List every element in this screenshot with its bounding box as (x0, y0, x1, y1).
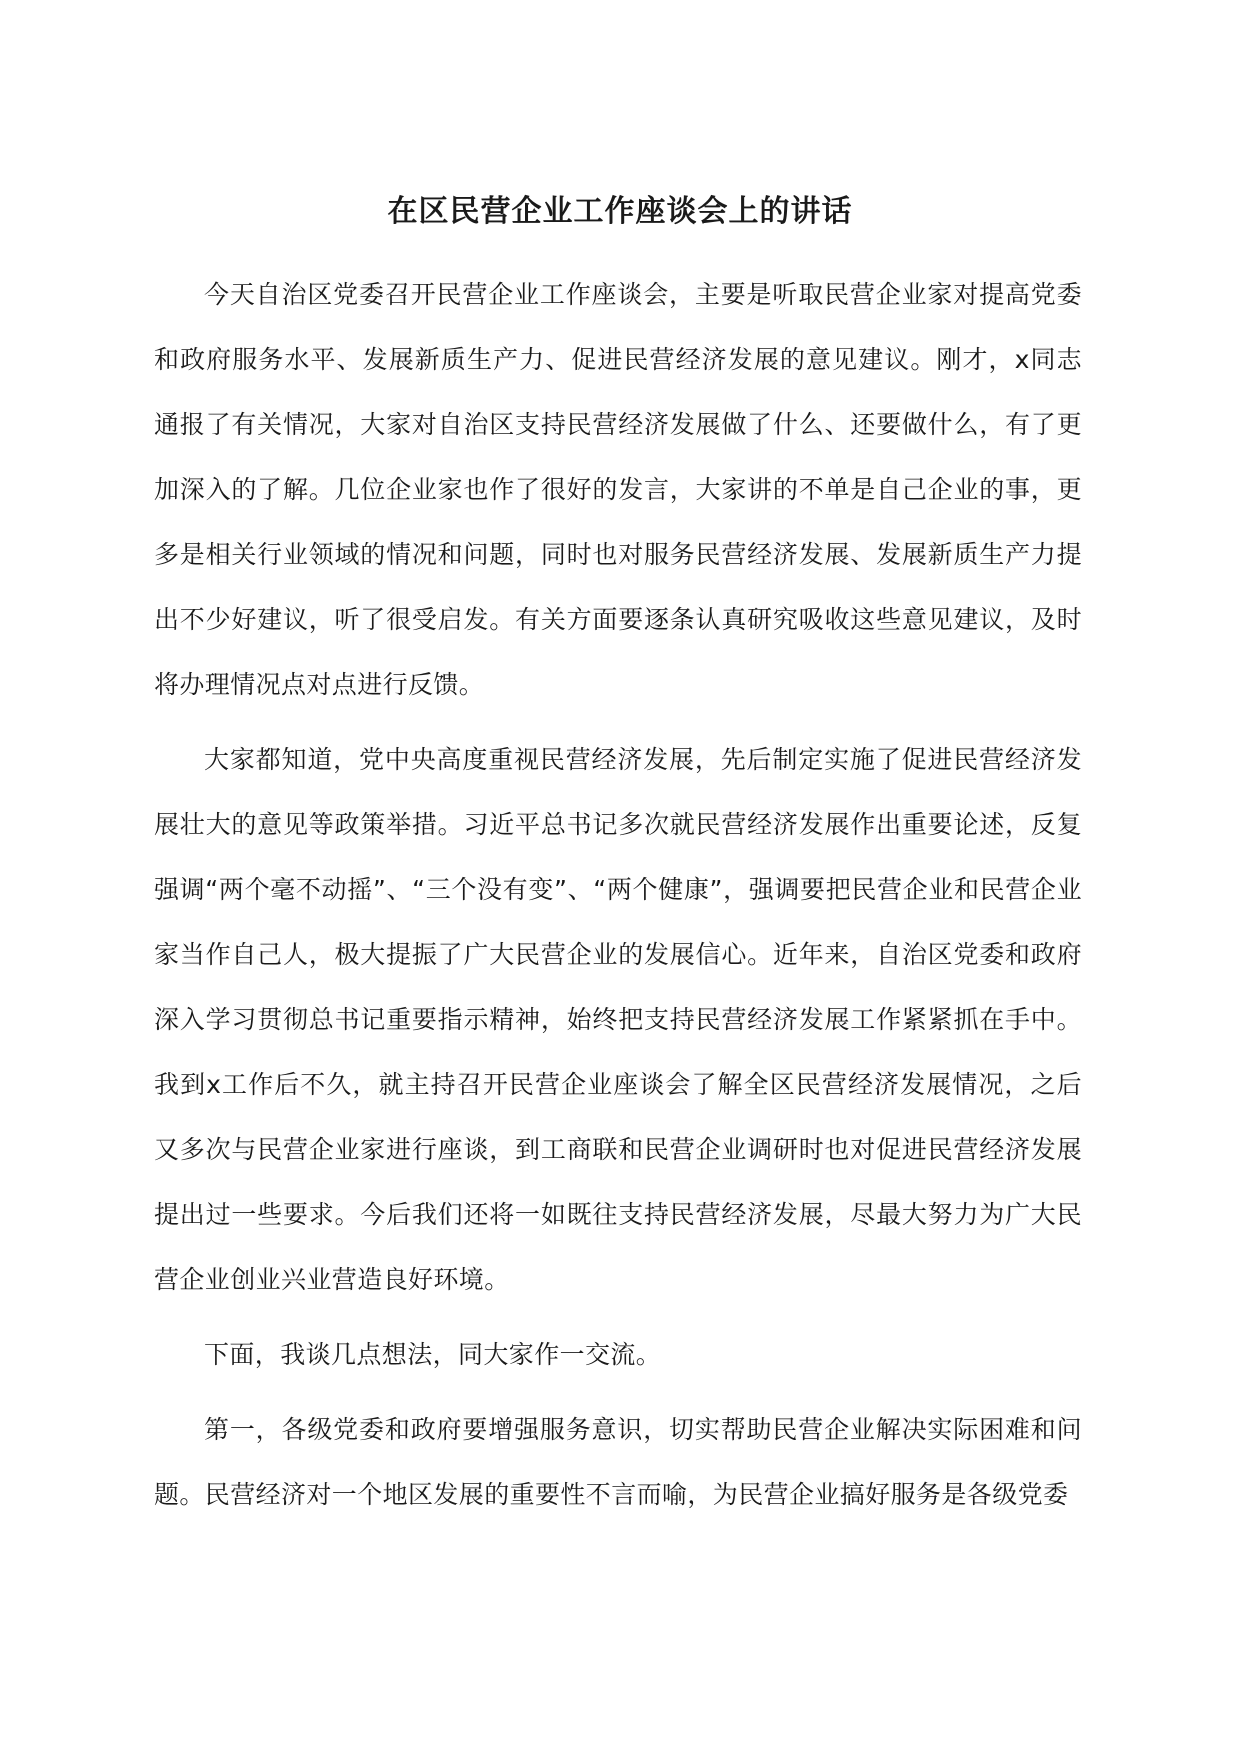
paragraph-3: 下面，我谈几点想法，同大家作一交流。 (204, 1340, 662, 1369)
document-body (154, 262, 1082, 1537)
paragraph-4: 第一，各级党委和政府要增强服务意识，切实帮助民营企业解决实际困难和问题。民营经济对一个地区发展的重要性不言而喻，为民营企业搞好服务是各级党委 (154, 1415, 1082, 1509)
document-title: 在区民营企业工作座谈会上的讲话 (387, 194, 853, 229)
paragraph-2: 大家都知道，党中央高度重视民营经济发展，先后制定实施了促进民营经济发展壮大的意见等政策举措。习近平总书记多次就民营经济发展作出重要论述，反复强调“两个毫不动摇”、“三个没有变”、“两个健康”，强调要把民营企业和民营企业家当作自己人，极大提振了广大民营企业的发展信心。近年来，自治区党委和政府深入学习贯彻总书记重要指示精神，始终把支持民营经济发展工作紧紧抓在手中。我到x工作后不久，就主持召开民营企业座谈会了解全区民营经济发展情况，之后又多次与民营企业家进行座谈，到工商联和民营企业调研时也对促进民营经济发展提出过一些要求。今后我们还将一如既往支持民营经济发展，尽最大努力为广大民营企业创业兴业营造良好环境。 (154, 745, 1082, 1294)
paragraph-1: 今天自治区党委召开民营企业工作座谈会，主要是听取民营企业家对提高党委和政府服务水平、发展新质生产力、促进民营经济发展的意见建议。刚才，x同志通报了有关情况，大家对自治区支持民营经济发展做了什么、还要做什么，有了更加深入的了解。几位企业家也作了很好的发言，大家讲的不单是自己企业的事，更多是相关行业领域的情况和问题，同时也对服务民营经济发展、发展新质生产力提出不少好建议，听了很受启发。有关方面要逐条认真研究吸收这些意见建议，及时将办理情况点对点进行反馈。 (154, 280, 1082, 699)
